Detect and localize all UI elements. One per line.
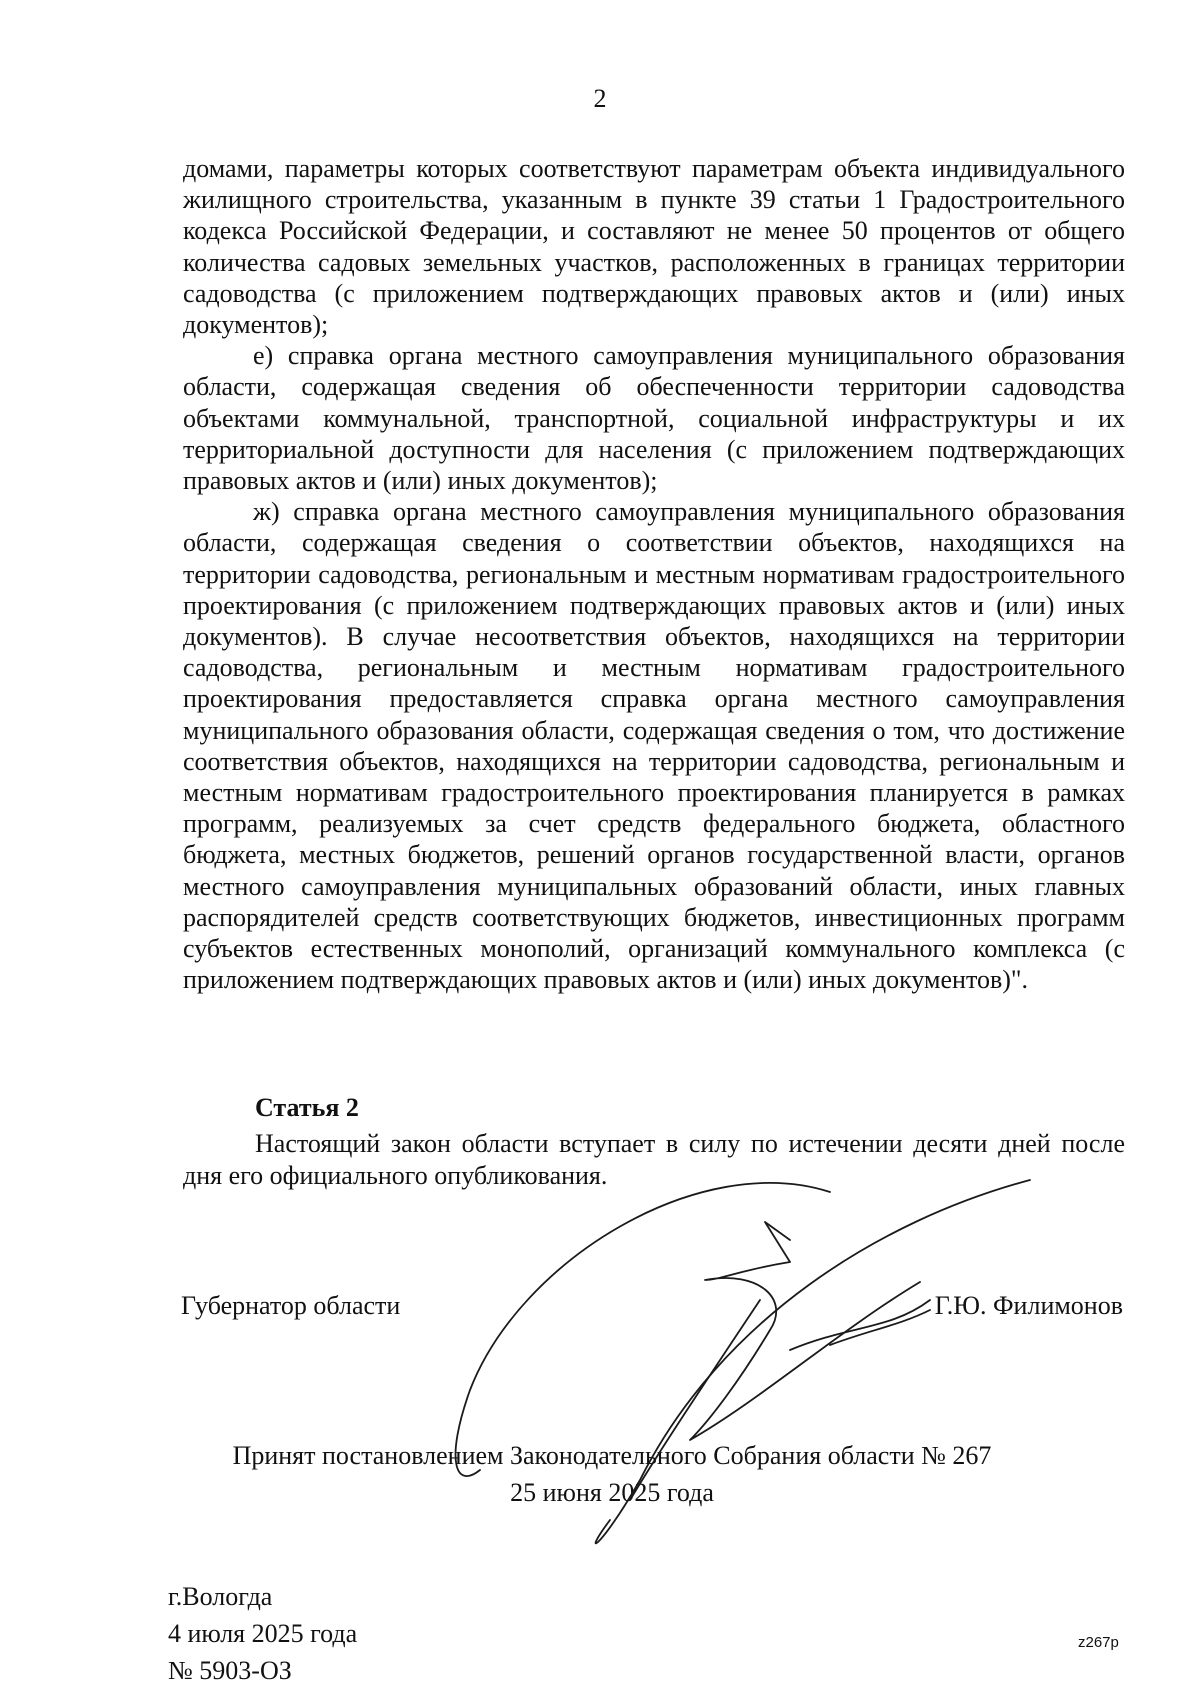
page-number: 2 (593, 84, 607, 113)
article-text: Настоящий закон области вступает в силу по истечении десяти дней после дня его официального опубликования. (183, 1129, 1125, 1190)
paragraph-item-zh: ж) справка органа местного самоуправления муниципального образования области, содержащая сведения о соответствии объектов, находящихся на территории садоводства, региональным и местным нормативам градостроительного проектирования (с приложением подтверждающих правовых актов и (или) иных документов). В случае несоответствия объектов, находящихся на территории садоводства, региональным и местным нормативам градостроительного проектирования предоставляется справка органа местного самоуправления муниципального образования области, содержащая сведения о том, что достижение соответствия объектов, находящихся на территории садоводства, региональным и местным нормативам градостроительного проектирования планируется в рамках программ, реализуемых за счет средств федерального бюджета, областного бюджета, местных бюджетов, решений органов государственной власти, органов местного самоуправления муниципальных образований области, иных главных распорядителей средств соответствующих бюджетов, инвестиционных программ субъектов естественных монополий, организаций коммунального комплекса (с приложением подтверждающих правовых актов и (или) иных документов)". (183, 497, 1125, 995)
footer-city: г.Вологда (168, 1582, 273, 1611)
adoption-resolution: Принят постановлением Законодательного Собрания области № 267 (232, 1441, 992, 1470)
adoption-note (0, 1437, 1200, 1511)
adoption-date: 25 июня 2025 года (510, 1478, 714, 1507)
article-heading: Статья 2 (255, 1093, 359, 1122)
paragraph-continuation: домами, параметры которых соответствуют параметрам объекта индивидуального жилищного строительства, указанным в пункте 39 статьи 1 Градостроительного кодекса Российской Федерации, и составляют не менее 50 процентов от общего количества садовых земельных участков, расположенных в границах территории садоводства (с приложением подтверждающих правовых актов и (или) иных документов); (183, 154, 1125, 340)
footer-law-number: № 5903-ОЗ (168, 1656, 292, 1685)
signatory-title: Губернатор области (181, 1291, 401, 1320)
law-body-text (183, 153, 1125, 995)
article-2-section (183, 1092, 1125, 1192)
footer-date: 4 июля 2025 года (168, 1619, 358, 1648)
registration-code: z267p (1078, 1634, 1119, 1651)
signatory-name: Г.Ю. Филимонов (934, 1291, 1123, 1320)
law-footer (168, 1578, 357, 1689)
paragraph-item-e: е) справка органа местного самоуправления муниципального образования области, содержащая сведения об обеспеченности территории садоводства объектами коммунальной, транспортной, социальной инфраструктуры и их территориальной доступности для населения (с приложением подтверждающих правовых актов и (или) иных документов); (183, 341, 1125, 496)
